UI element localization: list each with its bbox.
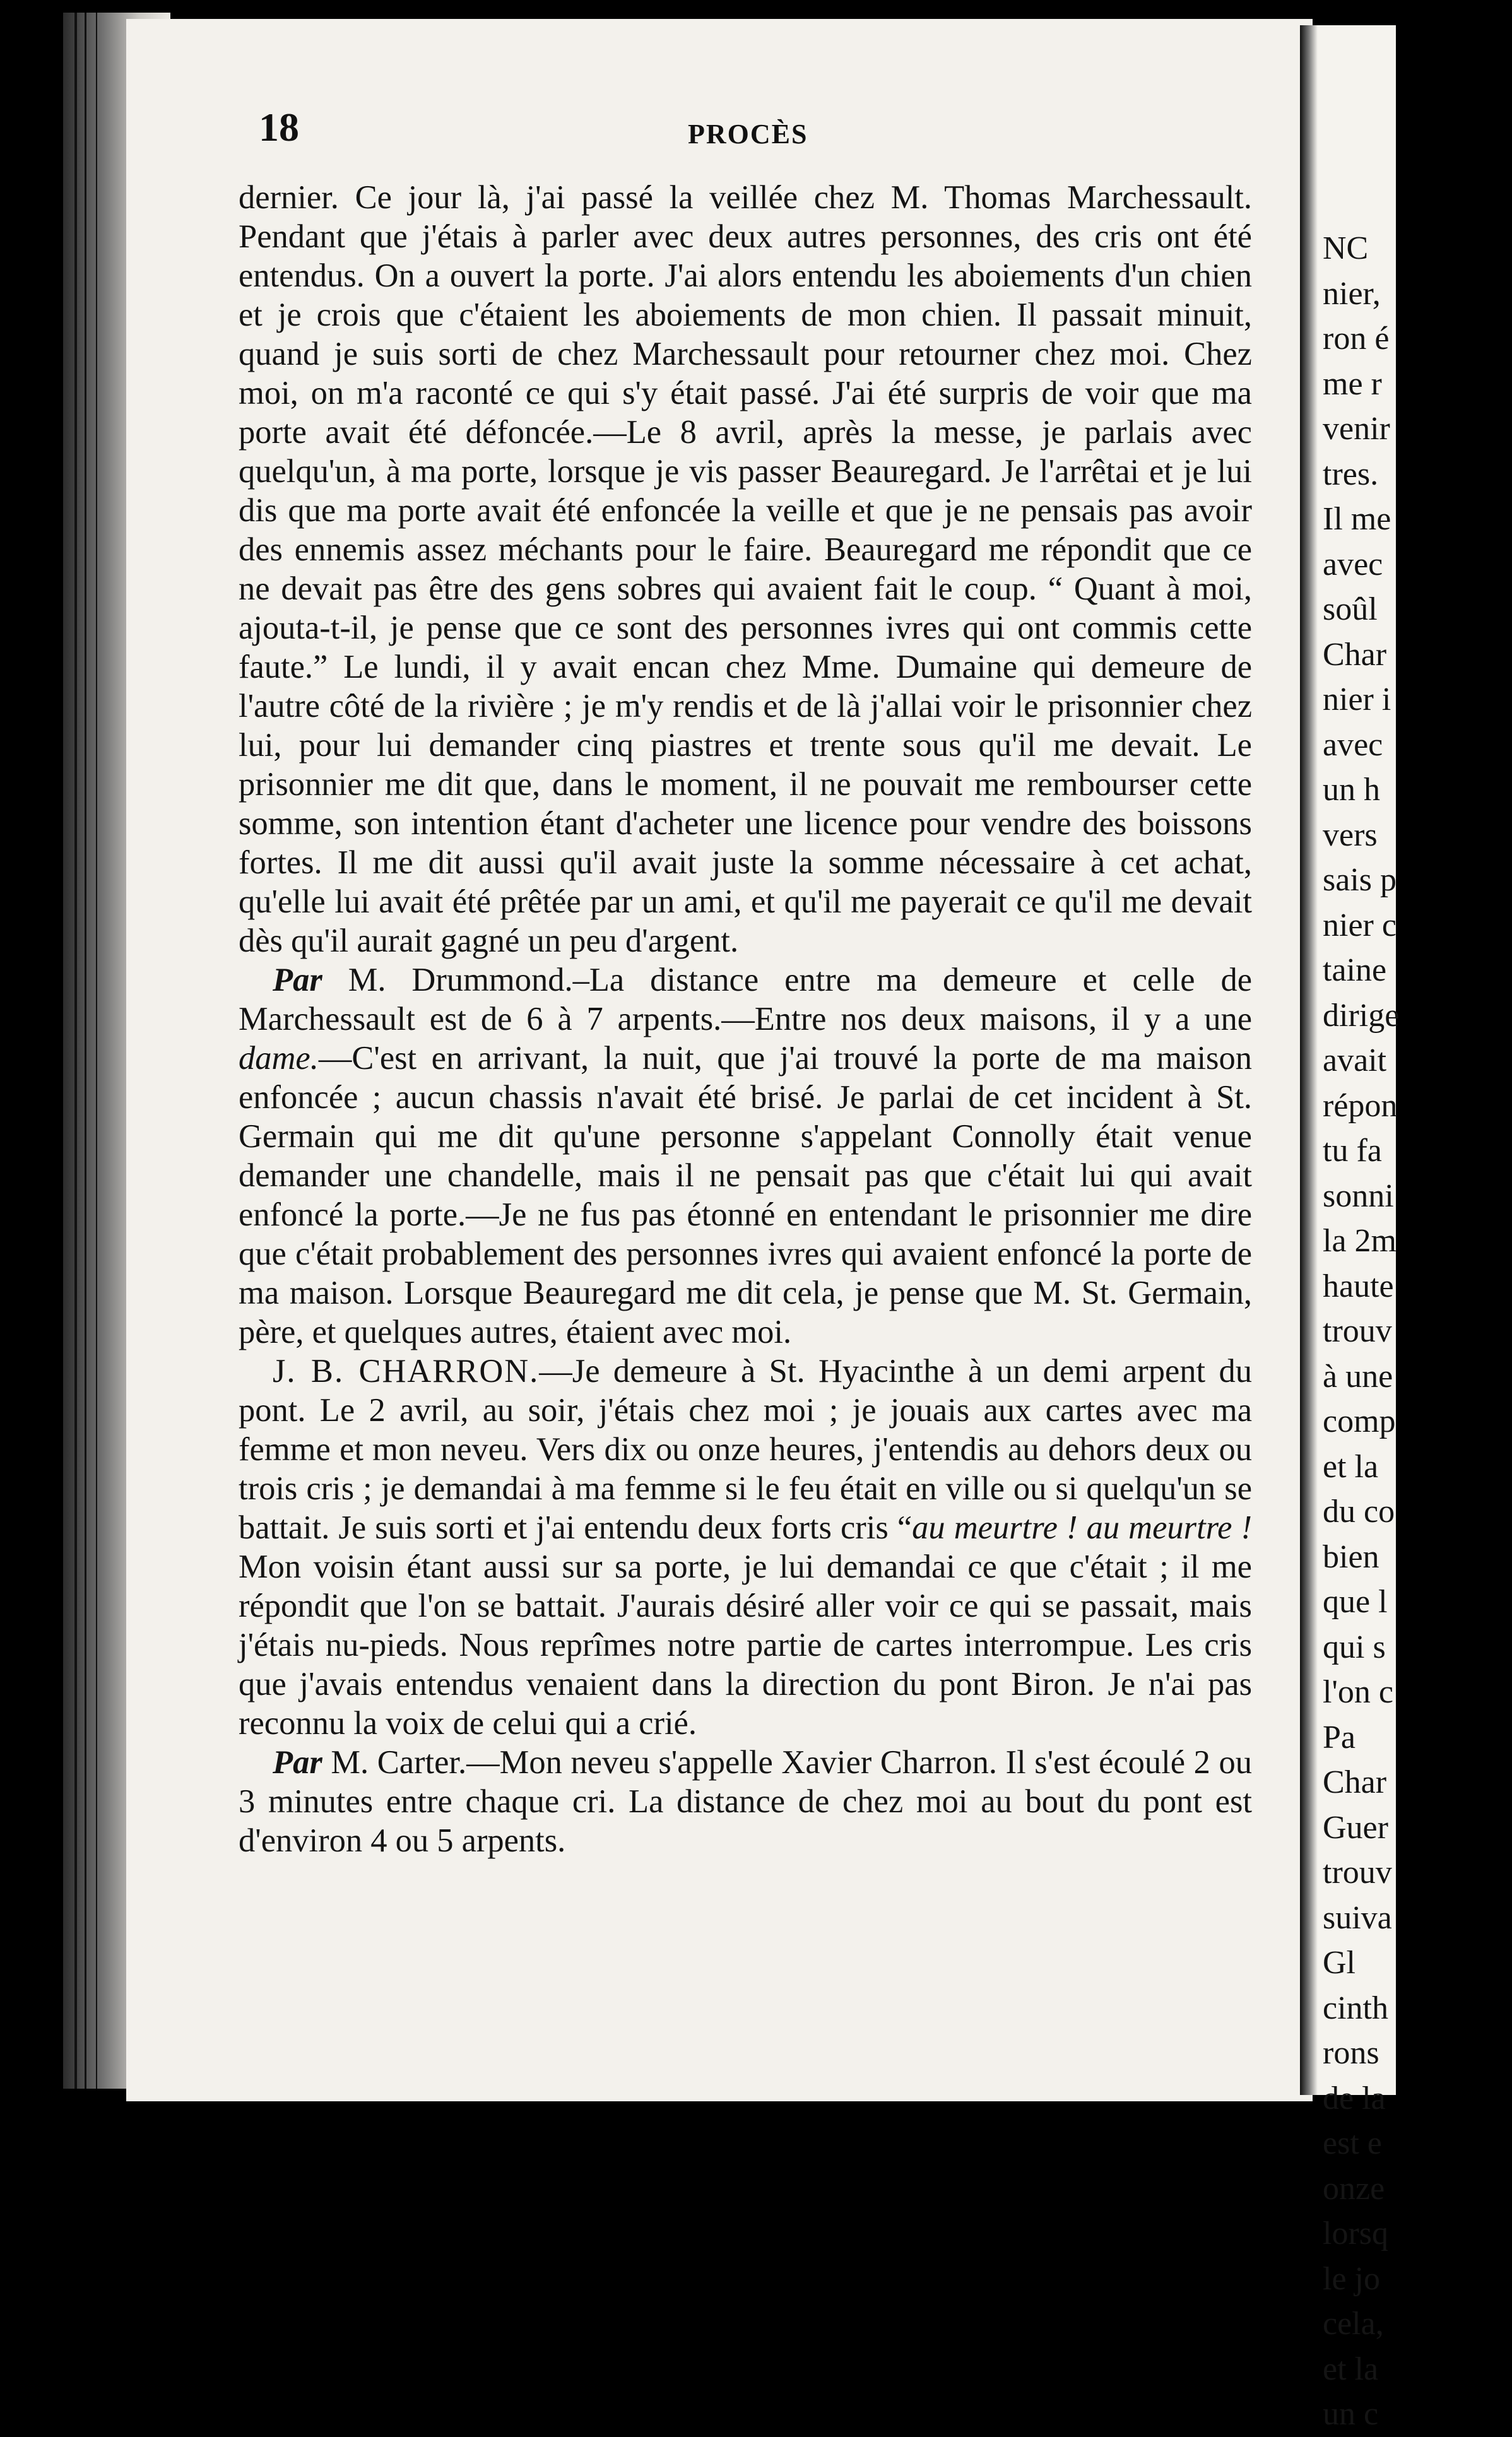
facing-page-line: vers	[1323, 817, 1378, 853]
facing-page-line: bien	[1323, 1538, 1379, 1575]
paragraph-3	[239, 1352, 1252, 1743]
facing-page-line: avec	[1323, 546, 1383, 582]
paragraph-1	[239, 178, 1252, 960]
paragraph-1-text: dernier. Ce jour là, j'ai passé la veillée chez M. Thomas Marchessault. Pendant que j'étais à parler avec deux autres personnes, des cris ont été entendus. On a ouvert la porte. J'ai alors entendu les aboiements d'un chien et je crois que c'étaient les aboiements de mon chien. Il passait minuit, quand je suis sorti de chez Marchessault pour retourner chez moi. Chez moi, on m'a raconté ce qui s'y était passé. J'ai été surpris de voir que ma porte avait été défoncée.—Le 8 avril, après la messe, je parlais avec quelqu'un, à ma porte, lorsque je vis passer Beauregard. Je l'arrêtai et je lui dis que ma porte avait été enfoncée la veille et que je ne pensais pas avoir des ennemis assez méchants pour le faire. Beauregard me répondit que ce ne devait pas être des gens sobres qui avaient fait le coup. “ Quant à moi, ajouta-t-il, je pense que ce sont des personnes ivres qui ont commis cette faute.” Le lundi, il y avait encan chez Mme. Dumaine qui demeure de l'autre côté de la rivière ; je m'y rendis et de là j'allai voir le prisonnier chez lui, pour lui demander cinq piastres et trente sous qu'il me devait. Le prisonnier me dit que, dans le moment, il ne pouvait me rembourser cette somme, son intention étant d'acheter une licence pour vendre des boissons fortes. Il me dit aussi qu'il avait juste la somme nécessaire à cet achat, qu'elle lui avait été prêtée par un ami, et qu'il me payerait ce qu'il me devait dès qu'il aurait gagné un peu d'argent.	[239, 179, 1252, 959]
facing-page-line: venir	[1323, 411, 1390, 447]
body-text	[239, 178, 1252, 1860]
facing-page-line: trouv	[1323, 1313, 1392, 1349]
facing-page-line: à une	[1323, 1358, 1393, 1395]
facing-page-line: trouv	[1323, 1855, 1392, 1891]
facing-page-line: et la	[1323, 1448, 1379, 1485]
facing-page-line: répon	[1323, 1087, 1398, 1124]
facing-page-line: taine	[1323, 952, 1387, 988]
facing-page-text	[1323, 226, 1512, 2437]
facing-page-line: avait	[1323, 1042, 1387, 1078]
facing-page	[1300, 25, 1400, 2432]
facing-page-line: ron é	[1323, 321, 1390, 357]
facing-page-line: de la	[1323, 2080, 1386, 2116]
facing-page-line: et la	[1323, 2351, 1379, 2387]
paragraph-4-text: M. Carter.—Mon neveu s'appelle Xavier Charron. Il s'est écoulé 2 ou 3 minutes entre chaque cri. La distance de chez moi au bout du pont est d'environ 4 ou 5 arpents.	[239, 1744, 1252, 1859]
paragraph-2	[239, 960, 1252, 1352]
paragraph-3-tail: Mon voisin étant aussi sur sa porte, je lui demandai ce que c'était ; il me répondit que l'on se battait. J'aurais désiré aller voir ce qui se passait, mais j'étais nu-pieds. Nous reprîmes notre partie de cartes interrompue. Les cris que j'avais entendus venaient dans la direction du pont Biron. Je n'ai pas reconnu la voix de celui qui a crié.	[239, 1549, 1252, 1742]
facing-page-line: me r	[1323, 365, 1382, 402]
facing-page-line: un h	[1323, 772, 1380, 808]
paragraph-4	[239, 1743, 1252, 1860]
page-header	[259, 104, 1281, 155]
facing-page-line: Pa	[1323, 1719, 1355, 1755]
facing-page-line: dirige	[1323, 997, 1400, 1034]
paragraph-2-lead: Par	[273, 962, 322, 998]
facing-page-line: du co	[1323, 1494, 1395, 1530]
facing-page-line: Il me	[1323, 501, 1391, 537]
facing-page-line: l'on c	[1323, 1674, 1393, 1710]
paragraph-4-lead: Par	[273, 1744, 322, 1781]
facing-page-line: nier,	[1323, 275, 1381, 312]
running-head: PROCÈS	[688, 119, 808, 150]
facing-page-line: Char	[1323, 636, 1387, 673]
facing-page-line: nier i	[1323, 682, 1391, 717]
paragraph-2-italic: dame.	[239, 1040, 319, 1077]
facing-page-line: Gl	[1323, 1945, 1355, 1981]
facing-page-line: suiva	[1323, 1899, 1392, 1936]
facing-page-line: sais p	[1323, 862, 1397, 898]
paragraph-2-tail: —C'est en arrivant, la nuit, que j'ai trouvé la porte de ma maison enfoncée ; aucun chassis n'avait été brisé. Je parlai de cet incident à St. Germain qui me dit qu'une personne s'appelant Connolly était venue demander une chandelle, mais il ne pensait pas que c'était lui qui avait enfoncé la porte.—Je ne fus pas étonné en entendant le prisonnier me dire que c'était probablement des personnes ivres qui avaient enfoncé la porte de ma maison. Lorsque Beauregard me dit cela, je pense que M. St. Germain, père, et quelques autres, étaient avec moi.	[239, 1040, 1252, 1350]
facing-page-line: cela,	[1323, 2306, 1384, 2342]
facing-page-line: Guer	[1323, 1809, 1388, 1846]
facing-page-line: comp	[1323, 1403, 1396, 1439]
facing-page-line: le jo	[1323, 2260, 1380, 2297]
facing-page-line: avec	[1323, 726, 1383, 763]
facing-page-line: haute	[1323, 1268, 1394, 1304]
facing-page-line: nier c	[1323, 907, 1397, 943]
facing-page-line: rons	[1323, 2035, 1379, 2071]
facing-page-line: cinth	[1323, 1990, 1388, 2026]
facing-page-line: la 2m	[1323, 1223, 1397, 1259]
facing-page-line: lorsq	[1323, 2216, 1388, 2251]
paragraph-3-italic: au meurtre ! au meurtre !	[912, 1509, 1252, 1546]
facing-page-line: soûl	[1323, 591, 1378, 627]
facing-page-line: sonni	[1323, 1177, 1394, 1214]
paragraph-3-text: —Je demeure à St. Hyacinthe à un demi arpent du pont. Le 2 avril, au soir, j'étais chez moi ; je jouais aux cartes avec ma femme et mon neveu. Vers dix ou onze heures, j'entendis au dehors deux ou trois cris ; je demandai à ma femme si le feu était en ville ou si quelqu'un se battait. Je suis sorti et j'ai entendu deux forts cris “	[239, 1353, 1252, 1546]
facing-page-line: un c	[1323, 2396, 1379, 2432]
facing-page-line: est e	[1323, 2125, 1382, 2161]
paragraph-2-text: M. Drummond.–La distance entre ma demeure et celle de Marchessault est de 6 à 7 arpents.—Entre nos deux maisons, il y a une	[239, 962, 1253, 1037]
paragraph-3-name: J. B. CHARRON.	[273, 1353, 540, 1390]
facing-page-line: que l	[1323, 1584, 1388, 1620]
facing-page-line: tu fa	[1323, 1133, 1382, 1169]
page-number: 18	[259, 105, 299, 150]
facing-page-line: qui s	[1323, 1629, 1386, 1665]
facing-page-line: tres.	[1323, 456, 1379, 492]
facing-page-line: Char	[1323, 1764, 1387, 1800]
facing-page-line: NC	[1323, 230, 1369, 266]
facing-page-line: onze	[1323, 2170, 1385, 2207]
